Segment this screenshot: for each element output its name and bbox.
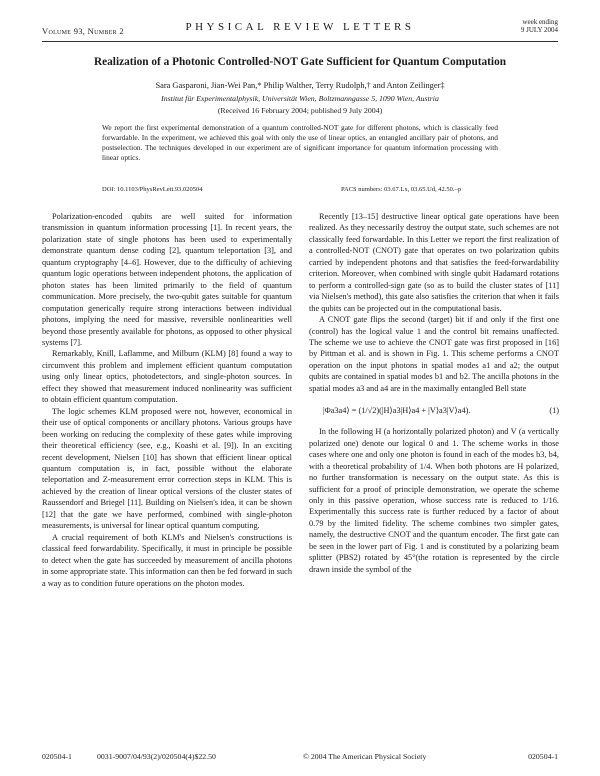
paragraph: A crucial requirement of both KLM's and Nielsen's constructions is classical feed forwardability. Specifically, it must in principle be possible to detect when the gate has succeeded by measurement of ancilla photons in some appropriate state. This information can then be fed forward in such a way as to condition future operations on the photon modes.: [42, 532, 292, 588]
affiliation: Institut für Experimentalphysik, Universität Wien, Boltzmanngasse 5, 1090 Wien, Austria: [161, 94, 439, 103]
pacs-numbers: PACS numbers: 03.67.Lx, 03.65.Ud, 42.50.–p: [341, 186, 462, 193]
abstract: We report the first experimental demonstration of a quantum controlled-NOT gate for different photons, which is classically feed forwardable. In the experiment, we achieved this goal with only the use of linear optics, an entangled ancillary pair of photons, and postselection. The techniques developed in our experiment are of significant importance for quantum information processing with linear optics.: [102, 123, 498, 162]
article-code: 0031-9007/04/93(2)/020504(4)$22.50: [97, 752, 216, 761]
author-list: Sara Gasparoni, Jian-Wei Pan,* Philip Walther, Terry Rudolph,† and Anton Zeilinger‡: [155, 81, 445, 90]
doi-link[interactable]: DOI: 10.1103/PhysRevLett.93.020504: [102, 186, 203, 193]
journal-name: PHYSICAL REVIEW LETTERS: [185, 21, 415, 33]
week-ending-label: week ending: [522, 18, 558, 26]
volume-number: Volume 93, Number 2: [42, 26, 124, 36]
article-title: Realization of a Photonic Controlled-NOT Gate Sufficient for Quantum Computation: [93, 56, 507, 68]
received-dates: (Received 16 February 2004; published 9 July 2004): [217, 106, 383, 115]
running-header: [42, 12, 558, 40]
date-text: 9 JULY 2004: [520, 26, 558, 34]
header-rule: [42, 41, 558, 42]
copyright-notice: © 2004 The American Physical Society: [303, 752, 427, 761]
equation-number: (1): [549, 405, 559, 415]
issue-date: [521, 18, 558, 34]
body-column-right: [309, 211, 559, 575]
paragraph: Polarization-encoded qubits are well suited for information transmission in quantum information processing [1]. In recent years, the polarization state of single photons has been used to experimentally demonstrate quantum dense coding [2], quantum teleportation [3], and quantum cryptography [4–6]. However, due to the difficulty of achieving quantum logic operations between independent photons, the application of photon states has been limited primarily to the field of quantum communication. More precisely, the two-qubit gates suitable for quantum computation generically require strong interactions between individual photons, implying the need for massive, reversible nonlinearities well beyond those presently available for photons, as opposed to other physical systems [7].: [42, 212, 292, 347]
bell-state-equation: [309, 400, 559, 420]
body-column-left: [42, 211, 292, 589]
paragraph: A CNOT gate flips the second (target) bit if and only if the first one (control) has the logical value 1 and the control bit remains unaffected. The scheme we use to achieve the CNOT gate was first proposed in [16] by Pittman et al. and is shown in Fig. 1. This scheme performs a CNOT operation on the input photons in spatial modes a1 and a2; the output qubits are contained in spatial modes b1 and b2. The ancilla photons in the spatial modes a3 and a4 are in the maximally entangled Bell state: [309, 315, 559, 393]
equation-body: |Φa3a4⟩ = (1/√2)(|H⟩a3|H⟩a4 + |V⟩a3|V⟩a4).: [323, 405, 471, 415]
paragraph: In the following H (a horizontally polarized photon) and V (a vertically polarized one) denote our logical 0 and 1. The scheme works in those cases where one and only one photon is found in each of the modes b3, b4, with a theoretical probability of 1/4. When both photons are H polarized, no further transformation is necessary on the output state. As this is sufficient for a proof of principle demonstration, we operate the scheme only in this passive operation, whose success rate is reduced to 1/16. Experimentally this success rate is further reduced by a factor of about 0.79 by the limited fidelity. The scheme combines two simpler gates, namely, the destructive CNOT and the quantum encoder. The first gate can be seen in the lower part of Fig. 1 and is constituted by a polarizing beam splitter (PBS2) rotated by 45°(the rotation is represented by the circle drawn inside the symbol of the: [309, 427, 559, 574]
paragraph: The logic schemes KLM proposed were not, however, economical in their use of optical components or ancillary photons. Various groups have been working on reducing the complexity of these gates while improving their theoretical efficiency (see, e.g., Koashi et al. [9]). In an exciting recent development, Nielsen [10] has shown that efficient linear optical quantum computation is, in fact, possible without the elaborate teleportation and Z-measurement error correction steps in KLM. This is achieved by the creation of linear optical versions of the cluster states of Raussendorf and Briegel [11]. Building on Nielsen's idea, it can be shown [12] that the gate we have performed, combined with single-photon measurements, is universal for linear optical quantum computing.: [42, 406, 292, 531]
paragraph: Recently [13–15] destructive linear optical gate operations have been realized. As they necessarily destroy the output state, such schemes are not classically feed forwardable. In this Letter we report the first realization of a controlled-NOT (CNOT) gate that operates on two polarization qubits carried by independent photons and that satisfies the feed-forwardability criterion. Moreover, when combined with single qubit Hadamard rotations to perform a controlled-sign gate (so as to build the cluster states of [11] via Nielsen's method), this gate also satisfies the criterion that when it fails the qubits can be projected out in the computational basis.: [309, 212, 559, 313]
page-number-right: 020504-1: [528, 752, 558, 761]
paragraph: Remarkably, Knill, Laflamme, and Milburn (KLM) [8] found a way to circumvent this problem and implement efficient quantum computation using only linear optics, photodetectors, and single-photon sources. In effect they showed that measurement induced nonlinearity was sufficient to obtain efficient quantum computation.: [42, 349, 292, 405]
page-number-left: 020504-1: [42, 752, 72, 761]
